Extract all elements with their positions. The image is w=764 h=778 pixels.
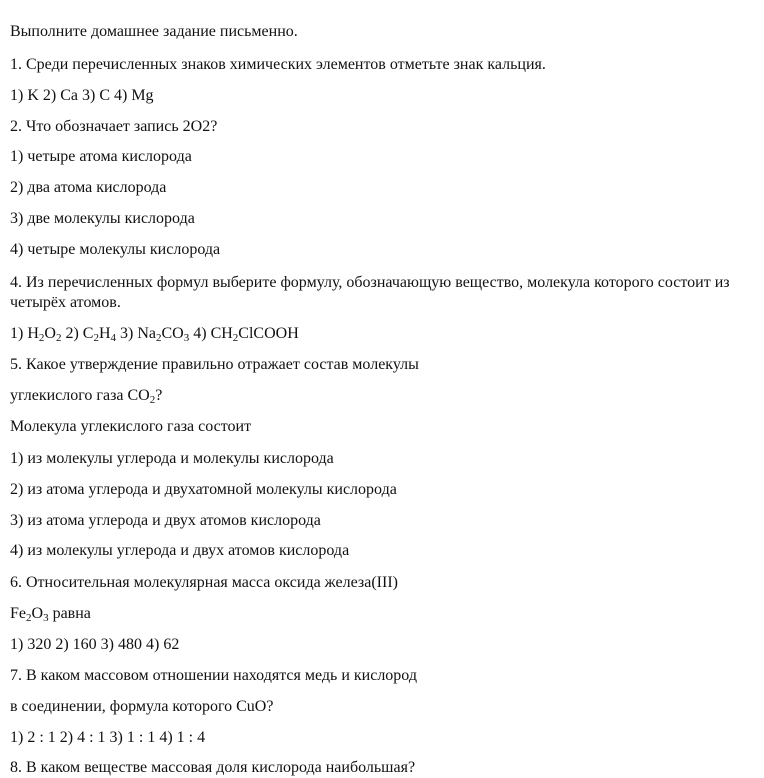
question-5-option-4: 4) из молекулы углерода и двух атомов кислорода [10,542,350,559]
question-6-formula: $Fe_2O_3$ равна [10,605,91,624]
question-7-options: 1) 2 : 1 2) 4 : 1 3) 1 : 1 4) 1 : 4 [10,729,206,746]
question-2-option-2: 2) два атома кислорода [10,179,167,196]
intro-text: Выполните домашнее задание письменно. [10,23,298,40]
question-5-stem: Молекула углекислого газа состоит [10,418,252,435]
question-1-text: 1. Среди перечисленных знаков химических элементов отметьте знак кальция. [10,56,546,73]
question-4-options: 1) $H_2O_2$ 2) $C_2H_4$ 3) $Na_2CO_3$ 4) $CH_2ClCOOH$ [10,325,299,344]
question-2-option-1: 1) четыре атома кислорода [10,148,192,165]
question-2-option-4: 4) четыре молекулы кислорода [10,241,221,258]
question-4-text: 4. Из перечисленных формул выберите формулу, обозначающую вещество, молекула которого состоит из четырёх атомов. [10,274,730,311]
question-8-partial-text: 8. В каком веществе массовая доля кислорода наибольшая? [10,759,416,776]
question-7-text-line-1: 7. В каком массовом отношении находятся медь и кислород [10,667,417,684]
question-2-text: 2. Что обозначает запись 2O2? [10,118,218,135]
question-5-text-line-1: 5. Какое утверждение правильно отражает состав молекулы [10,356,419,373]
question-7-text-line-2: в соединении, формула которого CuO? [10,698,274,715]
question-6-text: 6. Относительная молекулярная масса оксида железа(III) [10,574,398,591]
question-5-option-3: 3) из атома углерода и двух атомов кислорода [10,512,321,529]
question-6-options: 1) 320 2) 160 3) 480 4) 62 [10,636,180,653]
question-5-text-line-2: углекислого газа $CO_2$? [10,387,163,406]
question-5-option-1: 1) из молекулы углерода и молекулы кислорода [10,450,334,467]
question-2-option-3: 3) две молекулы кислорода [10,210,195,227]
question-1-options: 1) K 2) Ca 3) C 4) Mg [10,87,154,104]
question-5-option-2: 2) из атома углерода и двухатомной молекулы кислорода [10,481,397,498]
